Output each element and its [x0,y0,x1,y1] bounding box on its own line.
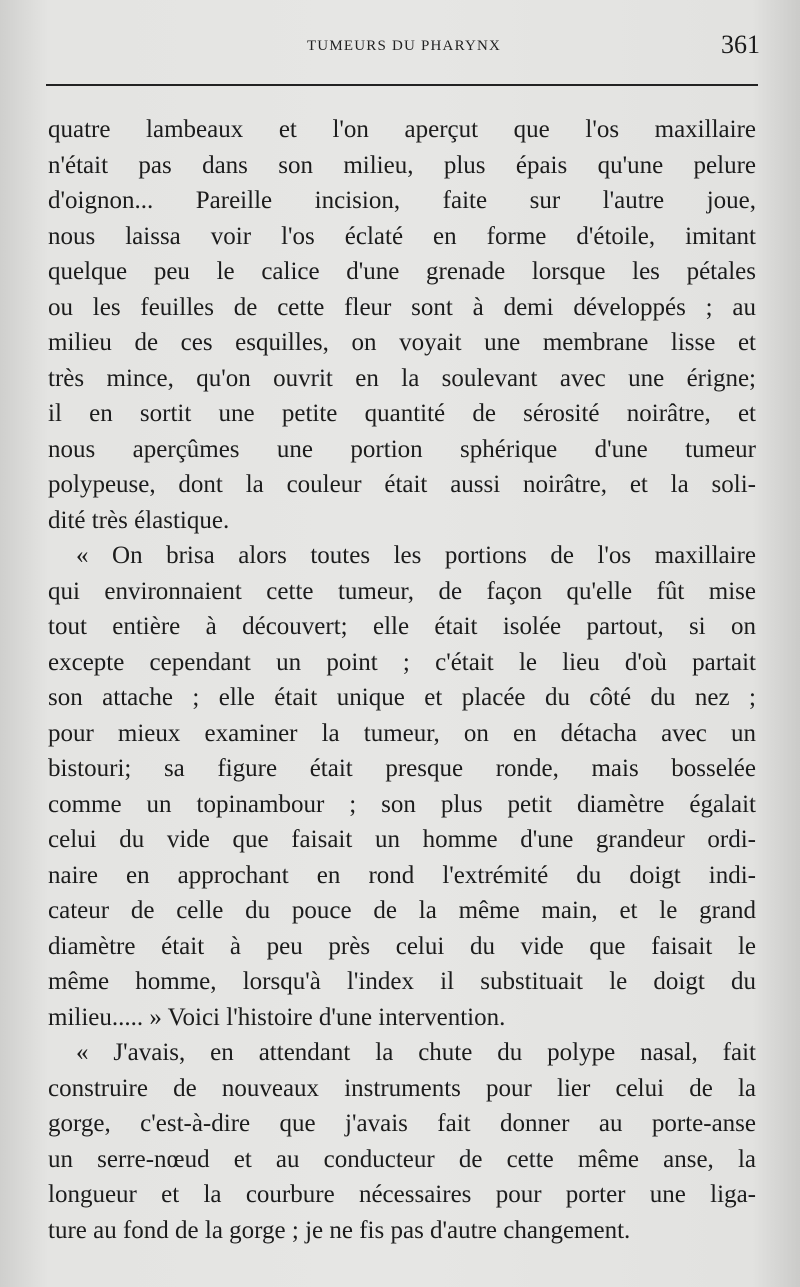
text-line: celui du vide que faisait un homme d'une grandeur ordi- [48,826,756,853]
running-title: TUMEURS DU PHARYNX [306,38,502,54]
text-line: cateur de celle du pouce de la même main, et le grand [48,897,756,924]
page-header [48,28,760,68]
text-line: quatre lambeaux et l'on aperçut que l'os maxillaire [48,116,756,143]
text-line: même homme, lorsqu'à l'index il substituait le doigt du [48,968,756,995]
text-line: construire de nouveaux instruments pour lier celui de la [48,1074,756,1102]
paragraph [48,1035,756,1248]
paragraph [48,538,756,1035]
text-line: comme un topinambour ; son plus petit diamètre égalait [48,790,756,818]
text-line: ture au fond de la gorge ; je ne fis pas d'autre changement. [48,1216,631,1244]
text-line: naire en approchant en rond l'extrémité du doigt indi- [48,861,756,889]
text-line: quelque peu le calice d'une grenade lorsque les pétales [48,258,756,285]
page-number: 361 [721,30,760,59]
text-line: très mince, qu'on ouvrit en la soulevant avec une érigne; [48,364,756,392]
text-line: diamètre était à peu près celui du vide que faisait le [48,932,756,960]
text-line: « J'avais, en attendant la chute du polype nasal, fait [76,1039,756,1066]
header-rule [46,84,758,86]
text-line: excepte cependant un point ; c'était le lieu d'où partait [48,648,756,676]
text-line: polypeuse, dont la couleur était aussi noirâtre, et la soli- [48,471,756,498]
text-line: ou les feuilles de cette fleur sont à demi développés ; au [48,293,756,321]
text-line: n'était pas dans son milieu, plus épais qu'une pelure [48,151,756,179]
text-line: son attache ; elle était unique et placée du côté du nez ; [48,684,756,711]
text-line: longueur et la courbure nécessaires pour porter une liga- [48,1181,756,1208]
text-line: tout entière à découvert; elle était isolée partout, si on [48,613,756,640]
text-line: pour mieux examiner la tumeur, on en détacha avec un [48,719,756,747]
text-line: milieu..... » Voici l'histoire d'une intervention. [48,1003,506,1031]
text-line: nous laissa voir l'os éclaté en forme d'étoile, imitant [48,222,756,250]
text-line: nous aperçûmes une portion sphérique d'une tumeur [48,435,756,463]
text-line: qui environnaient cette tumeur, de façon qu'elle fût mise [48,577,756,605]
paragraph [48,112,756,538]
text-line: dité très élastique. [48,506,230,534]
text-line: d'oignon... Pareille incision, faite sur l'autre joue, [48,187,756,214]
text-line: « On brisa alors toutes les portions de l'os maxillaire [76,542,756,569]
text-line: un serre-nœud et au conducteur de cette même anse, la [48,1145,756,1173]
text-line: milieu de ces esquilles, on voyait une membrane lisse et [48,329,756,356]
text-line: il en sortit une petite quantité de sérosité noirâtre, et [48,400,756,427]
text-line: gorge, c'est-à-dire que j'avais fait donner au porte-anse [48,1110,756,1137]
text-line: bistouri; sa figure était presque ronde, mais bosselée [48,755,756,782]
body-text [48,112,756,1248]
